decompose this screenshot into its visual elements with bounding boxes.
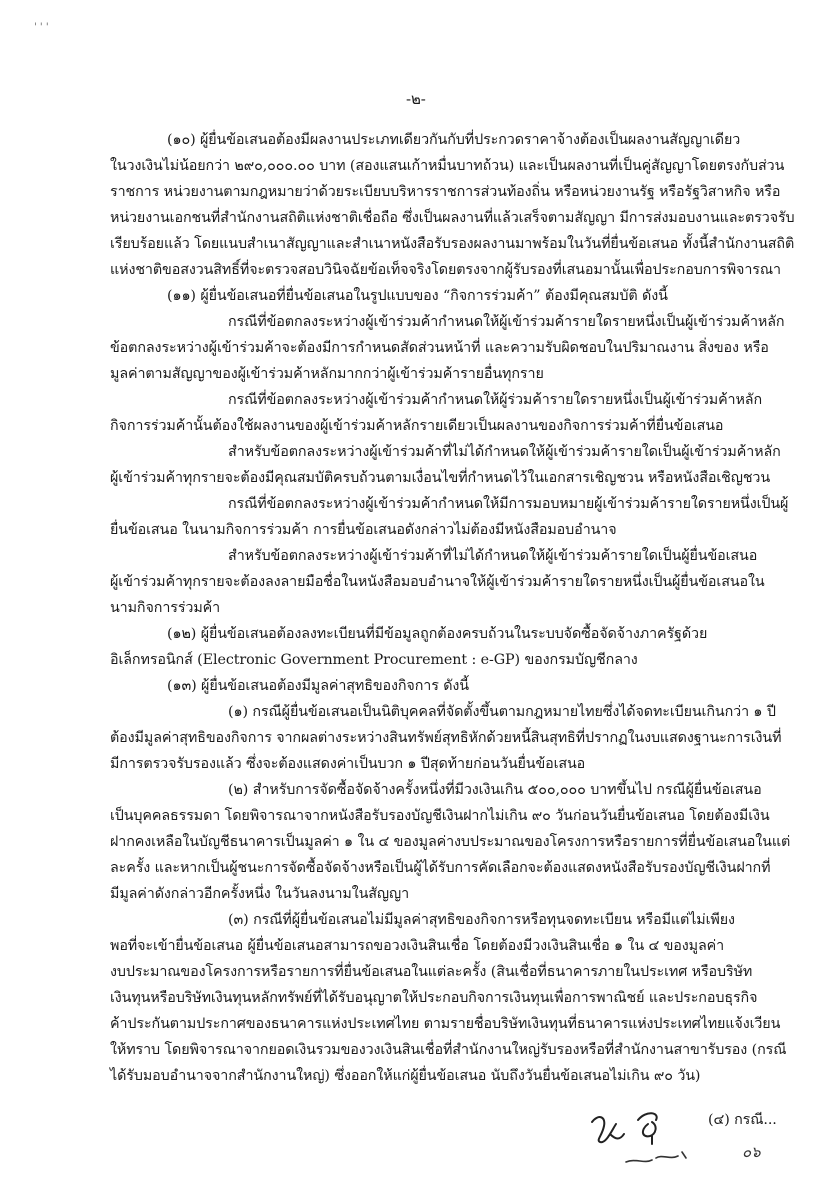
- paragraph-line: เรียบร้อยแล้ว โดยแนบสำเนาสัญญาและสำเนาหนังสือรับรองผลงานมาพร้อมในวันที่ยื่นข้อเสนอ ทั้งนี้สำนักงานสถิติ: [110, 236, 795, 252]
- margin-note: ๐๖: [742, 1143, 761, 1161]
- continuation-text: (๔) กรณี...: [708, 1112, 777, 1128]
- page-number: -๒-: [406, 90, 426, 108]
- paragraph-line: หน่วยงานเอกชนที่สำนักงานสถิติแห่งชาติเชื่อถือ ซึ่งเป็นผลงานที่แล้วเสร็จตามสัญญา มีการส่งมอบงานและตรวจรับ: [110, 210, 795, 226]
- paragraph-line: เงินทุนหรือบริษัทเงินทุนหลักทรัพย์ที่ได้รับอนุญาตให้ประกอบกิจการเงินทุนเพื่อการพาณิชย์ และประกอบธุรกิจ: [110, 990, 758, 1006]
- paragraph-line: ค้าประกันตามประกาศของธนาคารแห่งประเทศไทย ตามรายชื่อบริษัทเงินทุนที่ธนาคารแห่งประเทศไทยแจ้งเวียน: [110, 1016, 781, 1032]
- paragraph-line: ละครั้ง และหากเป็นผู้ชนะการจัดซื้อจัดจ้างหรือเป็นผู้ได้รับการคัดเลือกจะต้องแสดงหนังสือรับรองบัญชีเงินฝากที่: [110, 860, 771, 876]
- paragraph-line: มีการตรวจรับรองแล้ว ซึ่งจะต้องแสดงค่าเป็นบวก ๑ ปีสุดท้ายก่อนวันยื่นข้อเสนอ: [110, 756, 586, 772]
- paragraph-line: สำหรับข้อตกลงระหว่างผู้เข้าร่วมค้าที่ไม่ได้กำหนดให้ผู้เข้าร่วมค้ารายใดเป็นผู้ยื่นข้อเสนอ: [228, 548, 758, 564]
- corner-marks: ' ' ': [34, 22, 49, 33]
- paragraph-line: (๑๓) ผู้ยื่นข้อเสนอต้องมีมูลค่าสุทธิของกิจการ ดังนี้: [167, 678, 469, 694]
- paragraph-line: (๑๑) ผู้ยื่นข้อเสนอที่ยื่นข้อเสนอในรูปแบบของ “กิจการร่วมค้า” ต้องมีคุณสมบัติ ดังนี้: [167, 288, 668, 304]
- paragraph-line: ให้ทราบ โดยพิจารณาจากยอดเงินรวมของวงเงินสินเชื่อที่สำนักงานใหญ่รับรองหรือที่สำนักงานสาขารับรอง (กรณี: [110, 1042, 787, 1058]
- paragraph-line: อิเล็กทรอนิกส์ (Electronic Government Procurement : e-GP) ของกรมบัญชีกลาง: [110, 652, 638, 668]
- paragraph-line: ยื่นข้อเสนอ ในนามกิจการร่วมค้า การยื่นข้อเสนอดังกล่าวไม่ต้องมีหนังสือมอบอำนาจ: [110, 522, 617, 538]
- paragraph-line: (๑๒) ผู้ยื่นข้อเสนอต้องลงทะเบียนที่มีข้อมูลถูกต้องครบถ้วนในระบบจัดซื้อจัดจ้างภาครัฐด้วย: [167, 626, 708, 642]
- paragraph-line: มีมูลค่าดังกล่าวอีกครั้งหนึ่ง ในวันลงนามในสัญญา: [110, 886, 410, 902]
- paragraph-line: งบประมาณของโครงการหรือรายการที่ยื่นข้อเสนอในแต่ละครั้ง (สินเชื่อที่ธนาคารภายในประเทศ หรือบริษัท: [110, 964, 753, 980]
- paragraph-line: ผู้เข้าร่วมค้าทุกรายจะต้องลงลายมือชื่อในหนังสือมอบอำนาจให้ผู้เข้าร่วมค้ารายใดรายหนึ่งเป็นผู้ยื่นข้อเสนอใน: [110, 574, 765, 590]
- paragraph-line: นามกิจการร่วมค้า: [110, 600, 221, 616]
- paragraph-line: ต้องมีมูลค่าสุทธิของกิจการ จากผลต่างระหว่างสินทรัพย์สุทธิหักด้วยหนี้สินสุทธิที่ปรากฏในงบแสดงฐานะการเงินที่: [110, 730, 782, 746]
- paragraph-line: ราชการ หน่วยงานตามกฎหมายว่าด้วยระเบียบบริหารราชการส่วนท้องถิ่น หรือหน่วยงานรัฐ หรือรัฐวิสาหกิจ หรือ: [110, 184, 781, 200]
- paragraph-line: ได้รับมอบอำนาจจากสำนักงานใหญ่) ซึ่งออกให้แก่ผู้ยื่นข้อเสนอ นับถึงวันยื่นข้อเสนอไม่เกิน ๙๐ วัน): [110, 1068, 701, 1084]
- paragraph-line: แห่งชาติขอสงวนสิทธิ์ที่จะตรวจสอบวินิจฉัยข้อเท็จจริงโดยตรงจากผู้รับรองที่เสนอมานั้นเพื่อประกอบการพิจารณา: [110, 262, 781, 278]
- paragraph-line: กรณีที่ข้อตกลงระหว่างผู้เข้าร่วมค้ากำหนดให้ผู้เข้าร่วมค้ารายใดรายหนึ่งเป็นผู้เข้าร่วมค้าหลัก: [228, 314, 785, 330]
- paragraph-line: กิจการร่วมค้านั้นต้องใช้ผลงานของผู้เข้าร่วมค้าหลักรายเดียวเป็นผลงานของกิจการร่วมค้าที่ยื่นข้อเสนอ: [110, 418, 724, 434]
- paragraph-line: พอที่จะเข้ายื่นข้อเสนอ ผู้ยื่นข้อเสนอสามารถขอวงเงินสินเชื่อ โดยต้องมีวงเงินสินเชื่อ ๑ ใน ๔ ของมูลค่า: [110, 938, 725, 954]
- paragraph-line: ในวงเงินไม่น้อยกว่า ๒๙๐,๐๐๐.๐๐ บาท (สองแสนเก้าหมื่นบาทถ้วน) และเป็นผลงานที่เป็นคู่สัญญาโดยตรงกับส่วน: [110, 158, 785, 174]
- paragraph-line: (๓) กรณีที่ผู้ยื่นข้อเสนอไม่มีมูลค่าสุทธิของกิจการหรือทุนจดทะเบียน หรือมีแต่ไม่เพียง: [228, 912, 735, 928]
- paragraph-line: ฝากคงเหลือในบัญชีธนาคารเป็นมูลค่า ๑ ใน ๔ ของมูลค่างบประมาณของโครงการหรือรายการที่ยื่นข้อเสนอในแต่: [110, 834, 791, 850]
- paragraph-line: (๒) สำหรับการจัดซื้อจัดจ้างครั้งหนึ่งที่มีวงเงินเกิน ๕๐๐,๐๐๐ บาทขึ้นไป กรณีผู้ยื่นข้อเสนอ: [228, 782, 762, 798]
- paragraph-line: (๑๐) ผู้ยื่นข้อเสนอต้องมีผลงานประเภทเดียวกันกับที่ประกวดราคาจ้างต้องเป็นผลงานสัญญาเดียว: [167, 132, 741, 148]
- paragraph-line: ข้อตกลงระหว่างผู้เข้าร่วมค้าจะต้องมีการกำหนดสัดส่วนหน้าที่ และความรับผิดชอบในปริมาณงาน สิ่งของ หรือ: [110, 340, 769, 356]
- paragraph-line: มูลค่าตามสัญญาของผู้เข้าร่วมค้าหลักมากกว่าผู้เข้าร่วมค้ารายอื่นทุกราย: [110, 366, 544, 382]
- paragraph-line: สำหรับข้อตกลงระหว่างผู้เข้าร่วมค้าที่ไม่ได้กำหนดให้ผู้เข้าร่วมค้ารายใดเป็นผู้เข้าร่วมค้าหลัก: [228, 444, 781, 460]
- paragraph-line: (๑) กรณีผู้ยื่นข้อเสนอเป็นนิติบุคคลที่จัดตั้งขึ้นตามกฎหมายไทยซึ่งได้จดทะเบียนเกินกว่า ๑ ปี: [228, 704, 776, 720]
- paragraph-line: ผู้เข้าร่วมค้าทุกรายจะต้องมีคุณสมบัติครบถ้วนตามเงื่อนไขที่กำหนดไว้ในเอกสารเชิญชวน หรือหนังสือเชิญชวน: [110, 470, 771, 486]
- paragraph-line: กรณีที่ข้อตกลงระหว่างผู้เข้าร่วมค้ากำหนดให้ผู้ร่วมค้ารายใดรายหนึ่งเป็นผู้เข้าร่วมค้าหลัก: [228, 392, 763, 408]
- paragraph-line: กรณีที่ข้อตกลงระหว่างผู้เข้าร่วมค้ากำหนดให้มีการมอบหมายผู้เข้าร่วมค้ารายใดรายหนึ่งเป็นผู้: [228, 496, 789, 512]
- paragraph-line: เป็นบุคคลธรรมดา โดยพิจารณาจากหนังสือรับรองบัญชีเงินฝากไม่เกิน ๙๐ วันก่อนวันยื่นข้อเสนอ โดยต้องมีเงิน: [110, 808, 770, 824]
- handwritten-signature-1: [586, 1100, 696, 1170]
